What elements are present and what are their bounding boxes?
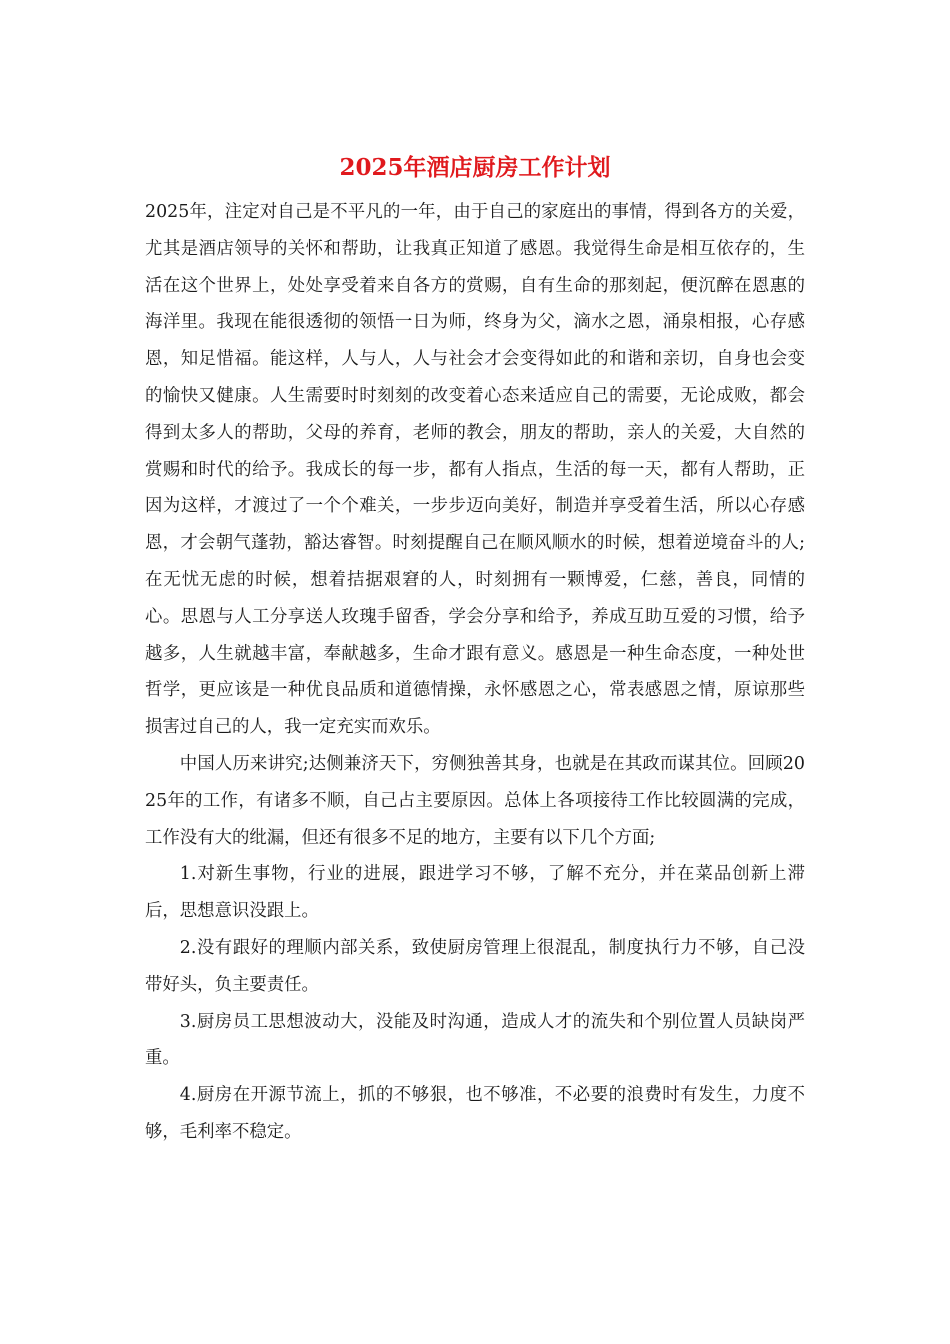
- list-item-3: 3.厨房员工思想波动大，没能及时沟通，造成人才的流失和个别位置人员缺岗严重。: [145, 1011, 805, 1069]
- paragraph-gratitude: 2025年，注定对自己是不平凡的一年，由于自己的家庭出的事情，得到各方的关爱，尤其是酒店领导的关怀和帮助，让我真正知道了感恩。我觉得生命是相互依存的，生活在这个世界上，处处享受着来自各方的赏赐，自有生命的那刻起，便沉醉在恩惠的海洋里。我现在能很透彻的领悟一日为师，终身为父，滴水之恩，涌泉相报，心存感恩，知足惜福。能这样，人与人，人与社会才会变得如此的和谐和亲切，自身也会变的愉快又健康。人生需要时时刻刻的改变着心态来适应自己的需要，无论成败，都会得到太多人的帮助，父母的养育，老师的教会，朋友的帮助，亲人的关爱，大自然的赏赐和时代的给予。我成长的每一步，都有人指点，生活的每一天，都有人帮助，正因为这样，才渡过了一个个难关，一步步迈向美好，制造并享受着生活，所以心存感恩，才会朝气蓬勃，豁达睿智。时刻提醒自己在顺风顺水的时候，想着逆境奋斗的人;在无忧无虑的时候，想着拮据艰窘的人，时刻拥有一颗博爱，仁慈，善良，同情的心。思恩与人工分享送人玫瑰手留香，学会分享和给予，养成互助互爱的习惯，给予越多，人生就越丰富，奉献越多，生命才跟有意义。感恩是一种生命态度，一种处世哲学，更应该是一种优良品质和道德情操，永怀感恩之心，常表感恩之情，原谅那些损害过自己的人，我一定充实而欢乐。: [145, 202, 805, 738]
- list-item-4: 4.厨房在开源节流上，抓的不够狠，也不够准，不必要的浪费时有发生，力度不够，毛利率不稳定。: [145, 1085, 805, 1142]
- document-title: 2025年酒店厨房工作计划: [339, 154, 611, 181]
- list-item-2: 2.没有跟好的理顺内部关系，致使厨房管理上很混乱，制度执行力不够，自己没带好头，负主要责任。: [145, 937, 805, 995]
- list-item-1: 1.对新生事物，行业的进展，跟进学习不够，了解不充分，并在菜品创新上滞后，思想意识没跟上。: [145, 864, 805, 922]
- paragraph-review: 中国人历来讲究;达侧兼济天下，穷侧独善其身，也就是在其政而谋其位。回顾2025年的工作，有诸多不顺，自己占主要原因。总体上各项接待工作比较圆满的完成，工作没有大的纰漏，但还有很多不足的地方，主要有以下几个方面;: [145, 753, 805, 848]
- document-body: [145, 194, 805, 1151]
